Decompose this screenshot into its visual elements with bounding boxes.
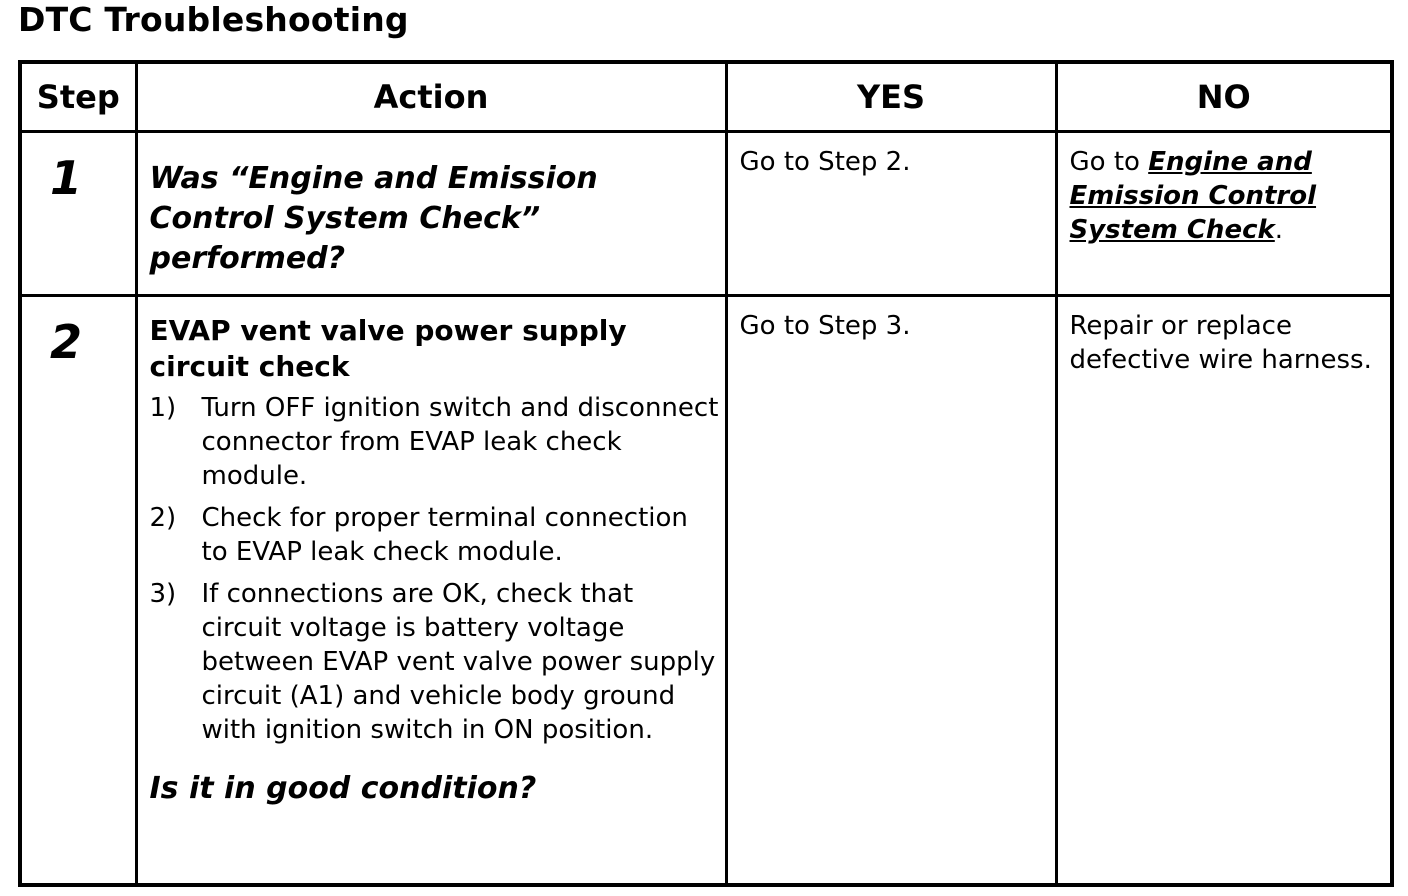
yes-cell	[726, 296, 1056, 886]
substep-list	[138, 391, 725, 747]
list-item	[150, 501, 719, 569]
no-cell	[1056, 296, 1392, 886]
header-step: Step	[20, 62, 136, 132]
dtc-table	[18, 60, 1394, 887]
step-cell	[20, 296, 136, 886]
no-suffix: .	[1274, 215, 1284, 245]
substep-text: Check for proper terminal connection to EVAP leak check module.	[201, 503, 688, 567]
yes-text: Go to Step 2.	[739, 147, 911, 177]
step-number: 1	[50, 151, 83, 205]
table-header-row	[20, 62, 1392, 132]
no-prefix: Go to	[1069, 147, 1149, 177]
substep-number: 1)	[149, 393, 177, 423]
substep-text: If connections are OK, check that circuit voltage is battery voltage between EVAP vent valve power supply circuit (A1) and vehicle body ground with ignition switch in ON position.	[201, 579, 716, 745]
no-text	[1058, 133, 1391, 247]
no-text: Repair or replace defective wire harness.	[1069, 311, 1372, 375]
engine-emission-check-link[interactable]: Engine and Emission Control System Check	[1069, 147, 1317, 245]
action-question: Was “Engine and Emission Control System Check” performed?	[149, 161, 598, 276]
step-number: 2	[50, 315, 83, 369]
action-heading: EVAP vent valve power supply circuit check	[149, 314, 627, 383]
substep-number: 3)	[149, 579, 177, 609]
action-cell	[136, 296, 726, 886]
header-yes: YES	[726, 62, 1056, 132]
header-action: Action	[136, 62, 726, 132]
header-no: NO	[1056, 62, 1392, 132]
substep-number: 2)	[149, 503, 177, 533]
step-cell	[20, 132, 136, 296]
page-title: DTC Troubleshooting	[18, 0, 409, 39]
substep-text: Turn OFF ignition switch and disconnect connector from EVAP leak check module.	[201, 393, 719, 491]
action-cell	[136, 132, 726, 296]
yes-cell	[726, 132, 1056, 296]
action-question: Is it in good condition?	[149, 771, 537, 806]
no-cell	[1056, 132, 1392, 296]
list-item	[150, 391, 719, 493]
yes-text: Go to Step 3.	[739, 311, 911, 341]
table-row	[20, 132, 1392, 296]
list-item	[150, 577, 719, 747]
table-row	[20, 296, 1392, 886]
